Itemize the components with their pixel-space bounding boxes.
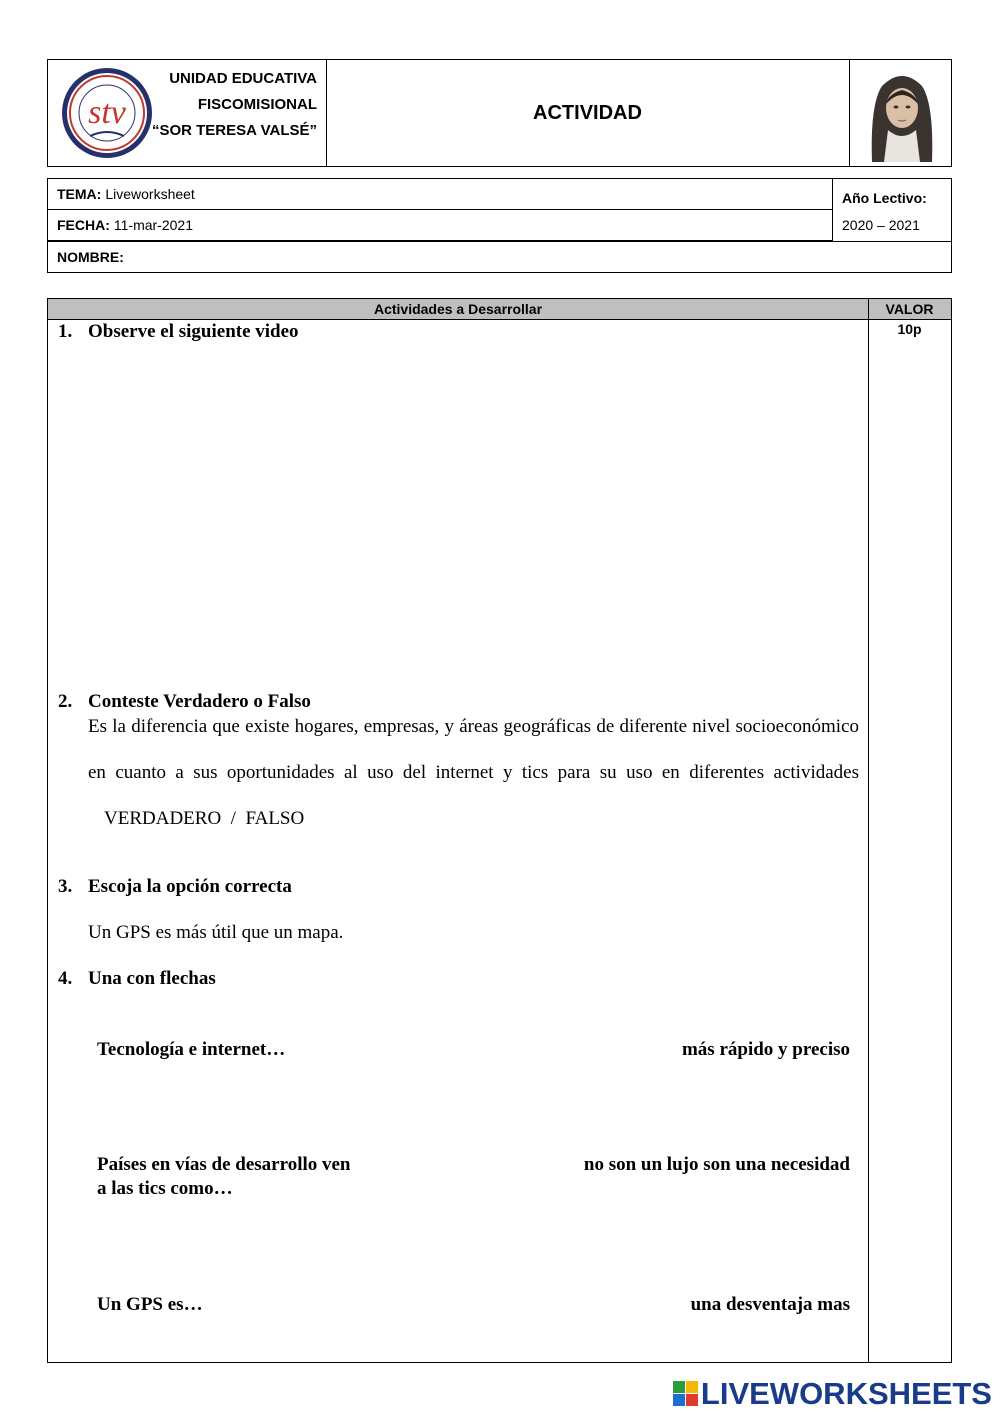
anio-lectivo (842, 185, 931, 239)
divider (868, 299, 869, 1362)
brand-icon (673, 1381, 699, 1407)
question-3 (48, 876, 868, 902)
brand-text: LIVEWORKSHEETS (700, 1376, 992, 1411)
tema-row (48, 179, 832, 210)
school-line-1: UNIDAD EDUCATIVA (169, 70, 317, 87)
logo-letters: stv (88, 94, 126, 131)
question-text: Una con flechas (88, 968, 216, 989)
video-area[interactable] (88, 351, 859, 681)
header-table (47, 59, 952, 167)
match-right-item[interactable]: una desventaja mas (690, 1294, 850, 1315)
nombre-label: NOMBRE: (57, 248, 124, 265)
question-4 (48, 968, 868, 994)
fecha-row (48, 210, 832, 241)
school-logo (60, 66, 154, 160)
divider (832, 179, 833, 241)
valor-value: 10p (897, 321, 922, 337)
fecha-value: 11-mar-2021 (113, 217, 194, 233)
table-header (48, 299, 951, 320)
anio-value: 2020 – 2021 (842, 217, 920, 233)
activities-table (47, 298, 952, 1363)
tema-value: Liveworksheet (105, 186, 195, 202)
school-line-2: FISCOMISIONAL (197, 96, 317, 113)
question-2-paragraph (88, 704, 859, 842)
question-number: 3. (58, 876, 73, 897)
liveworksheets-logo (673, 1376, 992, 1412)
true-false-options[interactable]: VERDADERO / FALSO (104, 808, 305, 829)
match-right-item[interactable]: más rápido y preciso (681, 1039, 850, 1060)
info-table (47, 178, 952, 273)
tema-label: TEMA: (57, 186, 102, 202)
anio-label: Año Lectivo: (842, 190, 927, 206)
question-text: Observe el siguiente video (88, 321, 299, 342)
school-cell (48, 60, 327, 166)
question-text: Escoja la opción correcta (88, 876, 292, 897)
nombre-row[interactable] (48, 241, 951, 272)
paragraph-text: Es la diferencia que existe hogares, empresas, y áreas geográficas de diferente nivel socioeconómico en cuanto a sus oportunidades al uso del internet y tics para su uso en diferentes actividades (88, 716, 859, 783)
match-right-item[interactable]: no son un lujo son una necesidad (583, 1154, 850, 1175)
fecha-label: FECHA: (57, 217, 110, 233)
portrait-image (862, 64, 942, 162)
question-3-statement[interactable]: Un GPS es más útil que un mapa. (88, 922, 344, 943)
match-left-item[interactable]: Un GPS es… (97, 1294, 203, 1315)
portrait-cell (849, 60, 953, 166)
page-title: ACTIVIDAD (533, 101, 642, 124)
school-name (152, 66, 317, 144)
question-number: 4. (58, 968, 73, 989)
question-number: 2. (58, 691, 73, 712)
match-left-item[interactable]: Países en vías de desarrollo ven a las tics como… (97, 1154, 351, 1199)
question-text: Conteste Verdadero o Falso (88, 691, 311, 712)
match-left-item[interactable]: Tecnología e internet… (97, 1039, 286, 1060)
question-1 (48, 321, 868, 347)
school-line-3: “SOR TERESA VALSÉ” (151, 122, 317, 139)
header-valor: VALOR (885, 301, 934, 317)
header-actividades: Actividades a Desarrollar (373, 301, 543, 317)
question-number: 1. (58, 321, 73, 342)
